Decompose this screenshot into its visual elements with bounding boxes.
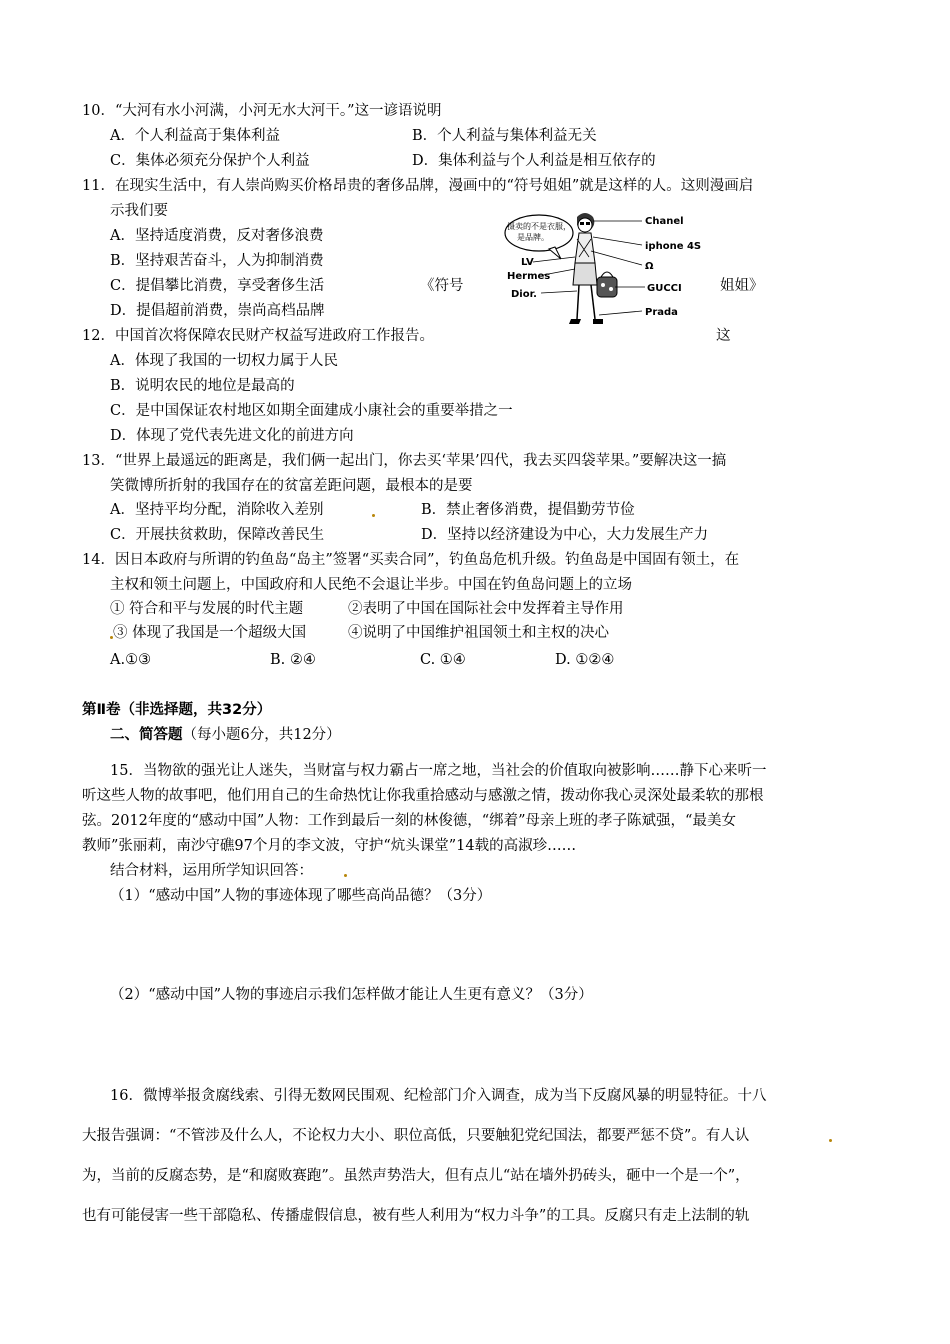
- cartoon-bubble-line2: 是品牌。: [517, 233, 549, 242]
- cartoon-brand-prada: Prada: [645, 307, 678, 318]
- cartoon-brand-iphone: iphone 4S: [645, 241, 702, 252]
- q16-para-line1: 16．微博举报贪腐线索、引得无数网民围观、纪检部门介入调查，成为当下反腐风暴的明显特征。十八: [110, 1088, 767, 1104]
- q16-para-line4: 也有可能侵害一些干部隐私、传播虚假信息，被有些人利用为“权力斗争”的工具。反腐只有走上法制的轨: [82, 1208, 750, 1224]
- q11-caption-left: 《符号: [420, 278, 464, 294]
- q14-statement-2: ②表明了中国在国际社会中发挥着主导作用: [348, 601, 624, 617]
- q16-para-line3: 为，当前的反腐态势，是“和腐败赛跑”。虽然声势浩大，但有点儿“站在墙外扔砖头，砸中一个是一个”，: [82, 1168, 750, 1184]
- q11-option-b: B．坚持艰苦奋斗，人为抑制消费: [110, 253, 324, 269]
- q10-option-a: A．个人利益高于集体利益: [110, 128, 280, 144]
- q12-stem: 12．中国首次将保障农民财产权益写进政府工作报告。: [82, 328, 434, 344]
- q14-option-a: A.①③: [110, 652, 152, 668]
- q15-para-line3: 弦。2012年度的“感动中国”人物：工作到最后一刻的林俊德，“绑着”母亲上班的孝子陈斌强，“最美女: [82, 813, 736, 829]
- q13-stem-line1: 13．“世界上最遥远的距离是，我们俩一起出门，你去买‘苹果’四代，我去买四袋苹果。”要解决这一搞: [82, 453, 727, 469]
- q10-option-c: C．集体必须充分保护个人利益: [110, 153, 310, 169]
- cartoon-brand-chanel: Chanel: [645, 216, 684, 227]
- q14-option-d: D. ①②④: [555, 652, 615, 668]
- q13-option-b: B．禁止奢侈消费，提倡勤劳节俭: [421, 502, 635, 518]
- q14-option-b: B. ②④: [270, 652, 316, 668]
- q11-stem-line2: 示我们要: [110, 203, 168, 219]
- q11-caption-right: 姐姐》: [720, 278, 764, 294]
- q16-para-line2: 大报告强调：“不管涉及什么人，不论权力大小、职位高低，只要触犯党纪国法，都要严惩不贷”。有人认: [82, 1128, 750, 1144]
- q14-statement-1: ① 符合和平与发展的时代主题: [110, 601, 304, 617]
- q15-instruction: 结合材料，运用所学知识回答：: [110, 863, 313, 879]
- q13-option-d: D．坚持以经济建设为中心，大力发展生产力: [421, 527, 709, 543]
- q15-sub2: （2）“感动中国”人物的事迹启示我们怎样做才能让人生更有意义？（3分）: [110, 987, 593, 1003]
- part2-title: 第Ⅱ卷（非选择题，共32分）: [82, 702, 272, 718]
- q15-sub1: （1）“感动中国”人物的事迹体现了哪些高尚品德？（3分）: [110, 888, 492, 904]
- q14-statement-3: ③ 体现了我国是一个超级大国: [113, 625, 307, 641]
- q15-para-line2: 听这些人物的故事吧，他们用自己的生命热忱让你我重拾感动与感激之情，拨动你我心灵深处最柔软的那根: [82, 788, 764, 804]
- q13-option-c: C．开展扶贫救助，保障改善民生: [110, 527, 325, 543]
- q10-option-b: B．个人利益与集体利益无关: [412, 128, 597, 144]
- section-label: 二、简答题: [110, 727, 183, 743]
- q15-para-line4: 教师”张丽莉，南沙守礁97个月的李文波，守护“炕头课堂”14载的高淑珍……: [82, 838, 577, 854]
- q10-stem: 10．“大河有水小河满，小河无水大河干。”这一谚语说明: [82, 103, 442, 119]
- q10-option-d: D．集体利益与个人利益是相互依存的: [412, 153, 656, 169]
- cartoon-brand-hermes: Hermes: [507, 271, 551, 282]
- cartoon-brand-lv: LV: [521, 257, 534, 268]
- cartoon-bubble-line1: 摄卖的不是衣服，: [507, 222, 571, 231]
- symbol-sister-cartoon: [497, 207, 717, 334]
- q14-stem-line1: 14．因日本政府与所谓的钓鱼岛“岛主”签署“买卖合同”，钓鱼岛危机升级。钓鱼岛是中国固有领土，在: [82, 552, 740, 568]
- q11-option-c: C．提倡攀比消费，享受奢侈生活: [110, 278, 325, 294]
- q12-option-a: A．体现了我国的一切权力属于人民: [110, 353, 338, 369]
- section-note: （每小题6分，共12分）: [182, 727, 341, 743]
- cartoon-brand-gucci: GUCCI: [647, 283, 682, 294]
- q14-option-c: C. ①④: [420, 652, 466, 668]
- q11-option-d: D．提倡超前消费，崇尚高档品牌: [110, 303, 325, 319]
- section-heading: [110, 725, 341, 745]
- q15-para-line1: 15．当物欲的强光让人迷失，当财富与权力霸占一席之地，当社会的价值取向被影响……静下心来听一: [110, 763, 767, 779]
- cartoon-brand-dior: Dior.: [511, 289, 537, 300]
- q14-statement-4: ④说明了中国维护祖国领土和主权的决心: [348, 625, 609, 641]
- q12-stem-tail: 这: [716, 328, 731, 344]
- q12-option-b: B．说明农民的地位是最高的: [110, 378, 295, 394]
- cartoon-brand-omega: Ω: [645, 261, 654, 272]
- q13-option-a: A．坚持平均分配，消除收入差别: [110, 502, 324, 518]
- q12-option-d: D．体现了党代表先进文化的前进方向: [110, 428, 354, 444]
- q11-stem-line1: 11．在现实生活中，有人崇尚购买价格昂贵的奢侈品牌，漫画中的“符号姐姐”就是这样的人。这则漫画启: [82, 178, 754, 194]
- q14-stem-line2: 主权和领土问题上，中国政府和人民绝不会退让半步。中国在钓鱼岛问题上的立场: [110, 577, 632, 593]
- q11-option-a: A．坚持适度消费，反对奢侈浪费: [110, 228, 324, 244]
- q12-option-c: C．是中国保证农村地区如期全面建成小康社会的重要举措之一: [110, 403, 513, 419]
- q13-stem-line2: 笑微博所折射的我国存在的贫富差距问题，最根本的是要: [110, 478, 473, 494]
